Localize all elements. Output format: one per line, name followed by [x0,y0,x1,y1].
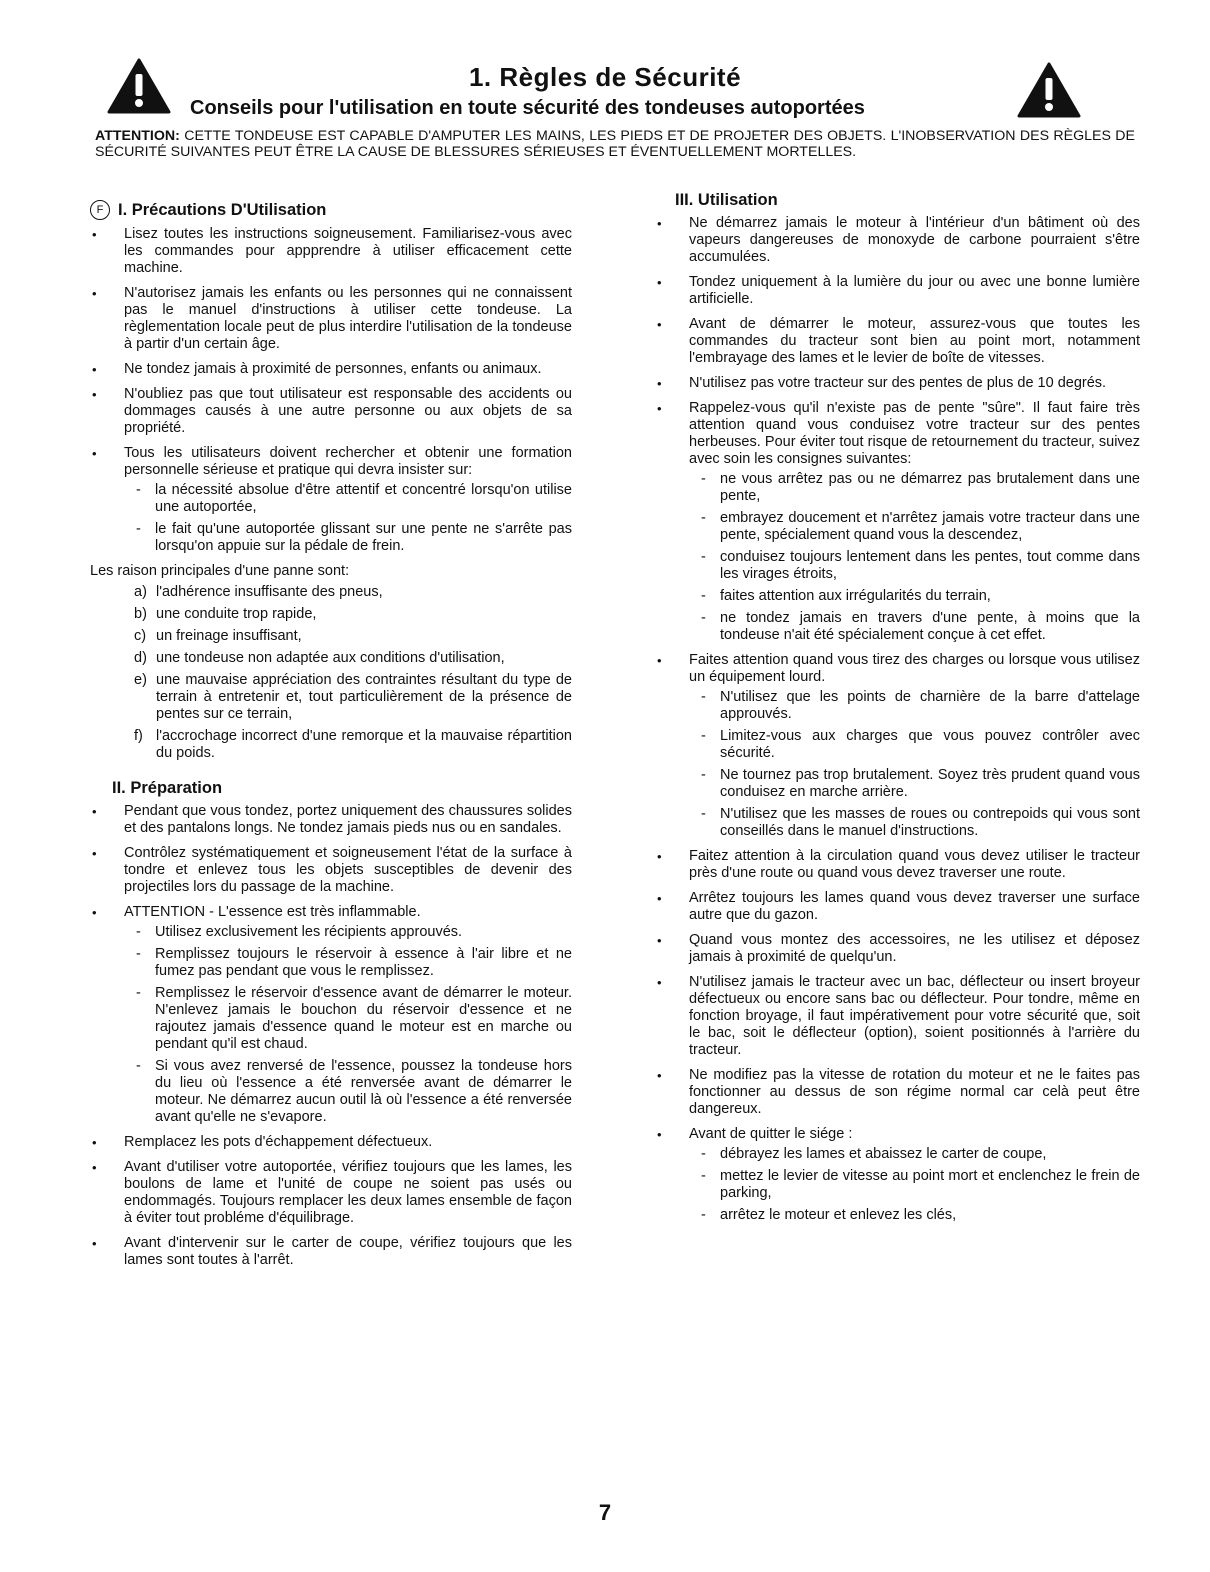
list-item [90,728,572,762]
list-item: - embrayez doucement et n'arrêtez jamais votre tracteur dans une pente, spécialement quand vous la descendez, [689,510,1140,544]
list-item: - Utilisez exclusivement les récipients approuvés. [124,924,572,941]
list-item: • Ne démarrez jamais le moteur à l'intérieur d'un bâtiment où des vapeurs dangereuses de monoxyde de carbone pourraient s'être accumulées. [655,215,1140,266]
list-item: - débrayez les lames et abaissez le carter de coupe, [689,1146,1140,1163]
list-item: - Remplissez toujours le réservoir à essence à l'air libre et ne fumez pas pendant que vous le remplissez. [124,946,572,980]
list-item: - Ne tournez pas trop brutalement. Soyez très prudent quand vous conduisez en marche arrière. [689,767,1140,801]
list-item [655,400,1140,644]
list-item [90,445,572,555]
item-label: e) [134,672,147,688]
attention-text: CETTE TONDEUSE EST CAPABLE D'AMPUTER LES MAINS, LES PIEDS ET DE PROJETER DES OBJETS. L'INOBSERVATION DES RÈGLES DE SÉCURITÉ SUIVANTES PEUT ÊTRE LA CAUSE DE BLESSURES SÉRIEUSES ET ÉVENTUELLEMENT MORTELLES. [95,128,1135,160]
causes-intro: Les raison principales d'une panne sont: [90,563,350,579]
list-item: • Faitez attention à la circulation quand vous devez utiliser le tracteur près d'une route ou quand vous devez traverser une route. [655,848,1140,882]
causes-list [90,584,572,762]
item-text: une conduite trop rapide, [156,606,317,622]
seat-text: Avant de quitter le siége : [689,1126,853,1142]
list-item: - ne tondez jamais en travers d'une pente, à moins que la tondeuse n'ait été spécialement conçue à cet effet. [689,610,1140,644]
item-label: d) [134,650,147,666]
fuel-warning-text: ATTENTION - L'essence est très inflammable. [124,904,421,920]
list-item: • Lisez toutes les instructions soigneusement. Familiarisez-vous avec les commandes pour appprendre à utiliser efficacement cette machine. [90,226,572,277]
slope-sublist [689,471,1140,644]
list-item: - N'utilisez que les masses de roues ou contrepoids qui vous sont conseillés dans le manuel d'instructions. [689,806,1140,840]
list-item: • N'utilisez pas votre tracteur sur des pentes de plus de 10 degrés. [655,375,1140,392]
list-item [90,904,572,1126]
page-number: 7 [598,1500,612,1525]
list-item: - Remplissez le réservoir d'essence avant de démarrer le moteur. N'enlevez jamais le bouchon du réservoir d'essence et ne rajoutez jamais d'essence quand le moteur est en marche ou pendant qu'il est chaud. [124,985,572,1053]
precautions-list [90,226,572,555]
list-item: • Ne tondez jamais à proximité de personnes, enfants ou animaux. [90,361,572,378]
list-item: - mettez le levier de vitesse au point mort et enclenchez le frein de parking, [689,1168,1140,1202]
list-item: - la nécessité absolue d'être attentif et concentré lorsqu'on utilise une autoportée, [124,482,572,516]
list-item: • Remplacez les pots d'échappement défectueux. [90,1134,572,1151]
attention-label: ATTENTION: [95,128,180,144]
list-item: • Ne modifiez pas la vitesse de rotation du moteur et ne le faites pas fonctionner au dessus de son régime normal car celà peut être dangereux. [655,1067,1140,1118]
utilisation-list [655,215,1140,1224]
page-title: 1. Règles de Sécurité [468,62,742,92]
list-item [90,606,572,623]
list-item: - le fait qu'une autoportée glissant sur une pente ne s'arrête pas lorsqu'on appuie sur la pédale de frein. [124,521,572,555]
list-item: • N'autorisez jamais les enfants ou les personnes qui ne connaissent pas le manuel d'instructions à utiliser cette tondeuse. La règlementation locale peut de plus interdire l'utilisation de la tondeuse à partir d'un certain âge. [90,285,572,353]
right-column [655,192,1140,1232]
list-item: - Si vous avez renversé de l'essence, poussez la tondeuse hors du lieu où l'essence a été renversée avant de démarrer le moteur. Ne démarrez aucun outil là où l'essence a été renversée avant qu'elle ne s'evapore. [124,1058,572,1126]
list-item [90,650,572,667]
section-title-text: I. Précautions D'Utilisation [118,201,327,219]
list-item: • Avant de démarrer le moteur, assurez-vous que toutes les commandes du tracteur sont bien au point mort, notamment l'embrayage des lames et le levier de boîte de vitesses. [655,316,1140,367]
list-item: - N'utilisez que les points de charnière de la barre d'attelage approuvés. [689,689,1140,723]
list-item: • Arrêtez toujours les lames quand vous devez traverser une surface autre que du gazon. [655,890,1140,924]
list-item [655,652,1140,840]
section-utilisation-title: III. Utilisation [675,191,778,209]
preparation-list [90,803,572,1269]
attention-notice [95,128,1135,160]
fuel-sublist [124,924,572,1126]
load-text: Faites attention quand vous tirez des charges ou lorsque vous utilisez un équipement lourd. [689,652,1140,685]
page-subtitle: Conseils pour l'utilisation en toute sécurité des tondeuses autoportées [190,97,865,119]
item-label: b) [134,606,147,622]
slope-text: Rappelez-vous qu'il n'existe pas de pente "sûre". Il faut faire très attention quand vous conduisez votre tracteur sur des pentes herbeuses. Pour éviter tout risque de retournement du tracteur, suivez avec soin les consignes suivantes: [689,400,1140,467]
left-column [90,200,572,1277]
list-item: • Quand vous montez des accessoires, ne les utilisez et déposez jamais à proximité de quelqu'un. [655,932,1140,966]
load-sublist [689,689,1140,840]
list-item: • N'utilisez jamais le tracteur avec un bac, déflecteur ou insert broyeur défectueux ou encore sans bac ou déflecteur. Pour tondre, même en fonction broyage, il faut impérativement pour votre sécurité que, soit le bac, soit le déflecteur (option), soient positionnés à l'arrière du tracteur. [655,974,1140,1059]
language-badge: F [90,200,110,220]
training-sublist [124,482,572,555]
list-item: • Avant d'intervenir sur le carter de coupe, vérifiez toujours que les lames sont toutes à l'arrêt. [90,1235,572,1269]
list-item [90,584,572,601]
item-text: l'accrochage incorrect d'une remorque et la mauvaise répartition du poids. [156,728,572,761]
list-item: • N'oubliez pas que tout utilisateur est responsable des accidents ou dommages causés à une autre personne ou aux objets de sa propriété. [90,386,572,437]
list-item: • Pendant que vous tondez, portez uniquement des chaussures solides et des pantalons longs. Ne tondez jamais pieds nus ou en sandales. [90,803,572,837]
list-item [655,1126,1140,1224]
seat-sublist [689,1146,1140,1224]
item-text: l'adhérence insuffisante des pneus, [156,584,383,600]
list-item: - ne vous arrêtez pas ou ne démarrez pas brutalement dans une pente, [689,471,1140,505]
item-label: f) [134,728,143,744]
section-preparation-title: II. Préparation [112,779,223,797]
list-item: - arrêtez le moteur et enlevez les clés, [689,1207,1140,1224]
item-text: un freinage insuffisant, [156,628,302,644]
item-label: a) [134,584,147,600]
list-item: - Limitez-vous aux charges que vous pouvez contrôler avec sécurité. [689,728,1140,762]
list-item: • Contrôlez systématiquement et soigneusement l'état de la surface à tondre et enlevez tous les objets susceptibles de devenir des projectiles lors du passage de la machine. [90,845,572,896]
list-item [90,672,572,723]
list-item: • Avant d'utiliser votre autoportée, vérifiez toujours que les lames, les boulons de lame et l'unité de coupe ne soient pas usés ou endommagés. Toujours remplacer les deux lames ensemble de façon à éviter tout probléme d'équilibrage. [90,1159,572,1227]
list-item: - conduisez toujours lentement dans les pentes, tout comme dans les virages étroits, [689,549,1140,583]
item-text: une mauvaise appréciation des contraintes résultant du type de terrain à entretenir et, tout particulièrement de la présence de pentes sur ce terrain, [156,672,572,722]
list-item: - faites attention aux irrégularités du terrain, [689,588,1140,605]
training-text: Tous les utilisateurs doivent rechercher et obtenir une formation personnelle sérieuse et pratique qui devra insister sur: [124,445,572,478]
list-item: • Tondez uniquement à la lumière du jour ou avec une bonne lumière artificielle. [655,274,1140,308]
item-label: c) [134,628,147,644]
item-text: une tondeuse non adaptée aux conditions d'utilisation, [156,650,505,666]
list-item [90,628,572,645]
section-precautions-title [96,200,572,220]
